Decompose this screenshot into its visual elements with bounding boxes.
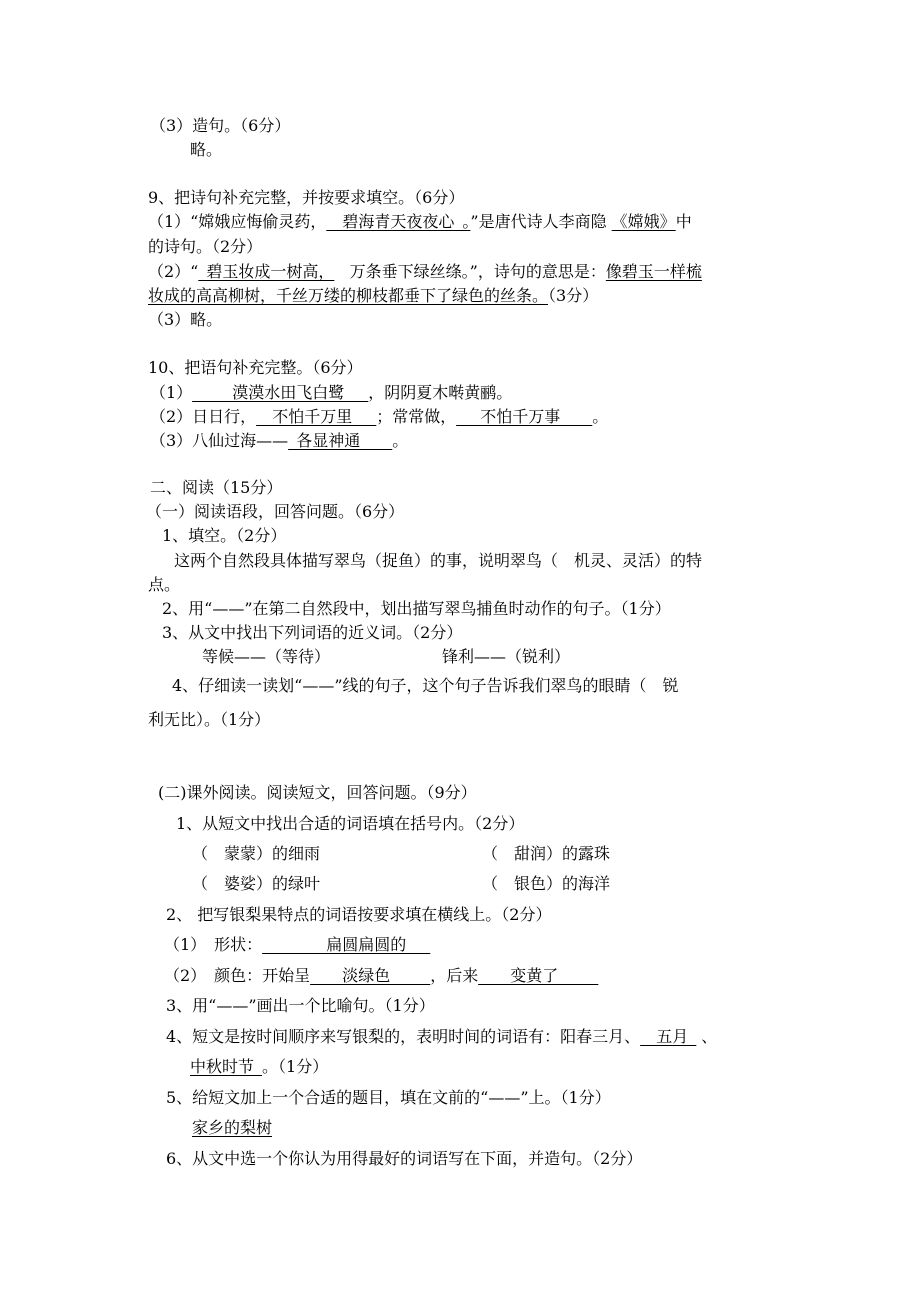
part1-heading: （一）阅读语段，回答问题。（6分） [146,502,405,521]
q10-item3-blank: _各显神通____ [288,431,393,450]
q10-item2-blank1: __不怕千万里___ [256,407,377,426]
q3-heading: （3）造句。（6分） [150,116,291,135]
part2-q4-blank2: 中秋时节_ [190,1057,263,1076]
q10-item3-prefix: （3）八仙过海—— [150,431,289,450]
q9-item2-prefix: （2）“ [148,262,199,281]
part1-q3-pair1: 等候——（等待） [202,647,331,666]
q9-heading: 9、把诗句补充完整，并按要求填空。（6分） [148,188,465,207]
part2-q4-score: 。（1分） [262,1057,329,1076]
part2-q2-shape-prefix: （1） 形状： [164,935,263,954]
q9-item1-blank: __碧海青天夜夜心_。 [326,212,471,231]
q9-item1-prefix: （1）“嫦娥应悔偷灵药， [148,212,327,231]
part1-q1-line2: 点。 [148,575,181,594]
part1-q1-heading: 1、填空。（2分） [162,526,287,545]
q10-item2-prefix: （2）日日行， [150,407,257,426]
part2-q2-color [164,966,598,986]
section2-heading: 二、阅读（15分） [150,478,283,497]
part2-q1-heading: 1、从短文中找出合适的词语填在括号内。（2分） [176,814,525,833]
q10-item1-suffix: ，阴阴夏木啭黄鹂。 [368,383,513,402]
q9-item1-title-blank: 《嫦娥》 [611,212,676,231]
q10-item3-suffix: 。 [392,431,409,450]
part2-q4-blank1: __五月_ [640,1027,697,1046]
part2-q1-d: （ 银色）的海洋 [482,874,611,893]
q9-item1-mid: ”是唐代诗人李商隐 [470,212,607,231]
q9-item2-meaning2: 妆成的高高柳树，千丝万缕的柳枝都垂下了绿色的丝条。 [148,286,549,305]
part2-q5: 5、给短文加上一个合适的题目，填在文前的“——”上。（1分） [166,1088,611,1107]
part1-q4-line1: 4、仔细读一读划“——”线的句子，这个句子告诉我们翠鸟的眼睛（ 锐 [172,676,679,695]
q9-item3: （3）略。 [148,310,223,329]
q10-item1 [150,383,512,403]
part2-q1-b: （ 甜润）的露珠 [482,844,611,863]
q9-item1-suffix: 中 [675,212,692,231]
q9-item2 [148,262,702,282]
part2-q1-a: （ 蒙蒙）的细雨 [192,844,321,863]
part2-q4-line2 [190,1057,328,1077]
q10-item2-suffix: 。 [592,407,609,426]
q9-item2-mid: 万条垂下绿丝绦。”，诗句的意思是： [349,262,606,281]
q9-item2-score: （3分） [548,286,599,305]
q9-item2-blank: _碧玉妆成一树高， [198,262,335,281]
part1-q1-line1: 这两个自然段具体描写翠鸟（捉鱼）的事，说明翠鸟（ 机灵、灵活）的特 [174,551,703,570]
part2-q3: 3、用“——”画出一个比喻句。（1分） [166,996,435,1015]
q10-item2-mid: ；常常做， [376,407,457,426]
q3-answer: 略。 [190,140,223,159]
part2-q5-answer [192,1118,272,1138]
q10-heading: 10、把语句补充完整。（6分） [148,358,363,377]
q10-item2 [150,407,608,427]
q10-item3 [150,431,408,451]
q10-item1-prefix: （1） [150,383,193,402]
part2-q4 [166,1027,717,1047]
part1-q2: 2、用“——”在第二自然段中，划出描写翠鸟捕鱼时动作的句子。（1分） [162,599,671,618]
part2-q4-prefix: 4、短文是按时间顺序来写银梨的，表明时间的词语有：阳春三月、 [166,1027,641,1046]
q9-item1-line2: 的诗句。（2分） [148,237,263,256]
part2-q2-color-blank1: ____淡绿色_____ [310,966,431,985]
part2-q5-answer-text: 家乡的梨树 [192,1118,273,1137]
part2-q2-heading: 2、 把写银梨果特点的词语按要求填在横线上。（2分） [166,905,552,924]
part2-heading: (二)课外阅读。阅读短文，回答问题。（9分） [158,783,477,802]
q10-item2-blank2: ___不怕千万事____ [456,407,593,426]
part1-q4-line2: 利无比）。（1分） [148,710,271,729]
q10-item1-blank: _____漠漠水田飞白鹭___ [192,383,369,402]
part1-q3-pair2: 锋利——（锐利） [442,647,571,666]
part1-q3-heading: 3、从文中找出下列词语的近义词。（2分） [162,623,463,642]
part2-q2-color-prefix: （2） 颜色：开始呈 [164,966,311,985]
part2-q2-color-mid: ，后来 [430,966,479,985]
part2-q1-c: （ 婆娑）的绿叶 [192,874,321,893]
part2-q2-color-blank2: ____变黄了_____ [478,966,599,985]
part2-q2-shape-blank: ________扁圆扁圆的___ [262,935,431,954]
q9-item2-meaning1: 像碧玉一样梳 [605,262,702,281]
part2-q2-shape [164,935,430,955]
part2-q4-sep: 、 [701,1027,718,1046]
part2-q6: 6、从文中选一个你认为用得最好的词语写在下面，并造句。（2分） [166,1149,643,1168]
q9-item1 [148,212,692,232]
q9-item2-line2 [148,286,598,306]
